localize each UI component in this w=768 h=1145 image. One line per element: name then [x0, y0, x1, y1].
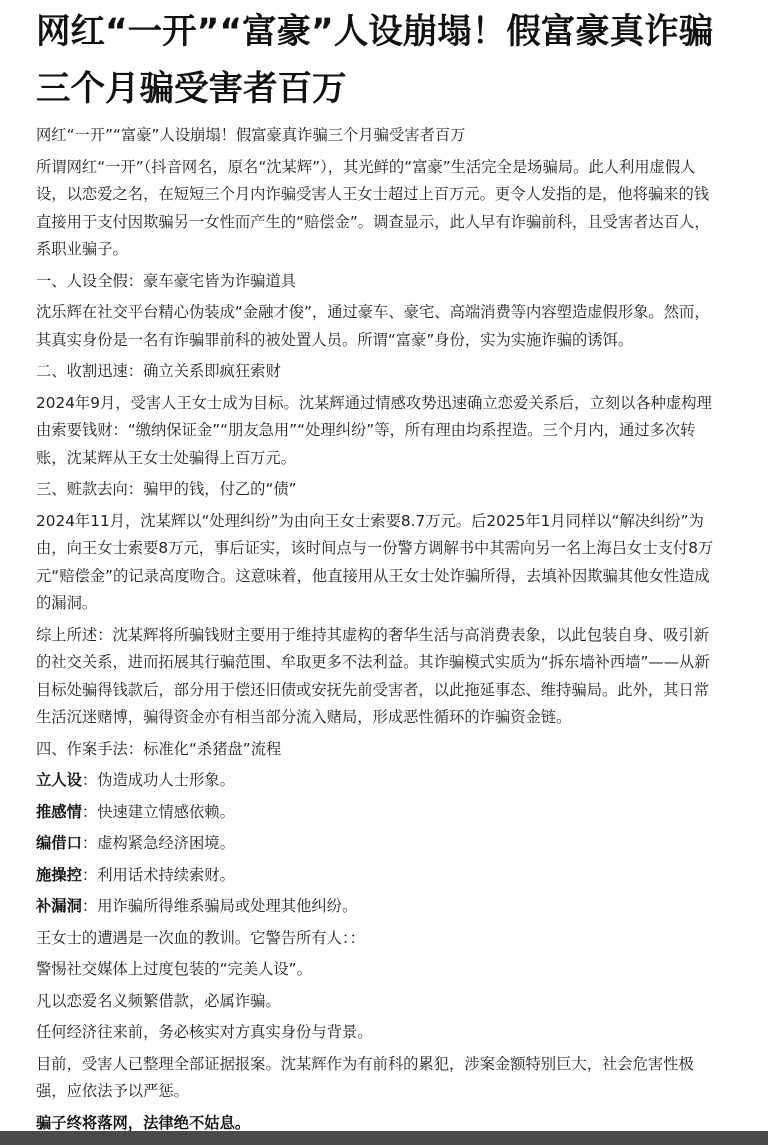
- warning-intro: 王女士的遭遇是一次血的教训。它警告所有人：：: [36, 928, 365, 947]
- section-heading-4: 四、作案手法：标准化“杀猪盘”流程: [36, 739, 282, 758]
- warning-item: 凡以恋爱名义频繁借款，必属诈骗。: [36, 991, 281, 1010]
- step-term: 编借口: [36, 834, 82, 852]
- step-item: [36, 862, 718, 890]
- section-body-3: 2024年11月，沈某辉以“处理纠纷”为由向王女士索要8.7万元。后2025年1月同样以“解决纠纷”为由，向王女士索要8万元，事后证实，该时间点与一份警方调解书中其需向另一名上海吕女士支付8万元“赔偿金”的记录高度吻合。这意味着，他直接用从王女士处诈骗所得，去填补因欺骗其他女性造成的漏洞。: [36, 511, 714, 612]
- step-desc: ：用诈骗所得维系骗局或处理其他纠纷。: [81, 897, 358, 915]
- section-heading-3: 三、赃款去向：骗甲的钱，付乙的“债”: [36, 480, 297, 498]
- article-title: 网红“一开”“富豪”人设崩塌！假富豪真诈骗三个月骗受害者百万: [36, 12, 714, 109]
- article-body: [36, 122, 718, 1141]
- summary-paragraph: 综上所述：沈某辉将所骗钱财主要用于维持其虚构的奢华生活与高消费表象，以此包装自身、吸引新的社交关系，进而拓展其行骗范围、牟取更多不法利益。其诈骗模式实质为“拆东墙补西墙”——从新目标处骗得钱款后，部分用于偿还旧债或安抚先前受害者，以此拖延事态、维持骗局。此外，其日常生活沉迷赌博，骗得资金亦有相当部分流入赌局，形成恶性循环的诈骗资金链。: [36, 625, 710, 726]
- warning-item: 任何经济往来前，务必核实对方真实身份与背景。: [36, 1023, 373, 1041]
- section-heading-2: 二、收割迅速：确立关系即疯狂索财: [36, 362, 281, 380]
- section-heading-1: 一、人设全假：豪车豪宅皆为诈骗道具: [36, 271, 297, 290]
- section-body-1: 沈乐辉在社交平台精心伪装成“金融才俊”，通过豪车、豪宅、高端消费等内容塑造虚假形象。然而，其真实身份是一名有诈骗罪前科的被处置人员。所谓“富豪”身份，实为实施诈骗的诱饵。: [36, 303, 710, 349]
- intro-paragraph: 所谓网红“一开”（抖音网名，原名“沈某辉”），其光鲜的“富豪”生活完全是场骗局。此人利用虚假人设，以恋爱之名，在短短三个月内诈骗受害人王女士超过上百万元。更令人发指的是，他将骗来的钱直接用于支付因欺骗另一女性而产生的“赔偿金”。调查显示，此人早有诈骗前科，且受害者达百人，系职业骗子。: [36, 157, 710, 258]
- status-paragraph: 目前，受害人已整理全部证据报案。沈某辉作为有前科的累犯，涉案金额特别巨大，社会危害性极强，应依法予以严惩。: [36, 1054, 694, 1100]
- step-item: [36, 767, 718, 795]
- step-term: 施操控: [36, 865, 82, 884]
- closing-text: 骗子终将落网，法律绝不姑息。: [36, 1113, 251, 1132]
- step-desc: ：伪造成功人士形象。: [81, 771, 235, 789]
- warning-item: 警惕社交媒体上过度包装的“完美人设”。: [36, 960, 312, 978]
- bottom-bar: [0, 1131, 768, 1145]
- article-subtitle: 网红“一开”“富豪”人设崩塌！假富豪真诈骗三个月骗受害者百万: [36, 126, 466, 144]
- step-item: [36, 893, 718, 921]
- step-item: [36, 799, 718, 827]
- step-desc: ：利用话术持续索财。: [81, 865, 235, 884]
- step-desc: ：快速建立情感依赖。: [81, 802, 235, 821]
- step-term: 立人设: [36, 771, 82, 789]
- step-item: [36, 830, 718, 858]
- section-body-2: 2024年9月，受害人王女士成为目标。沈某辉通过情感攻势迅速确立恋爱关系后，立刻以各种虚构理由索要钱财：“缴纳保证金”“朋友急用”“处理纠纷”等，所有理由均系捏造。三个月内，通过多次转账，沈某辉从王女士处骗得上百万元。: [36, 393, 712, 467]
- step-term: 推感情: [36, 802, 82, 821]
- step-desc: ：虚构紧急经济困境。: [81, 834, 235, 852]
- step-term: 补漏洞: [36, 897, 82, 915]
